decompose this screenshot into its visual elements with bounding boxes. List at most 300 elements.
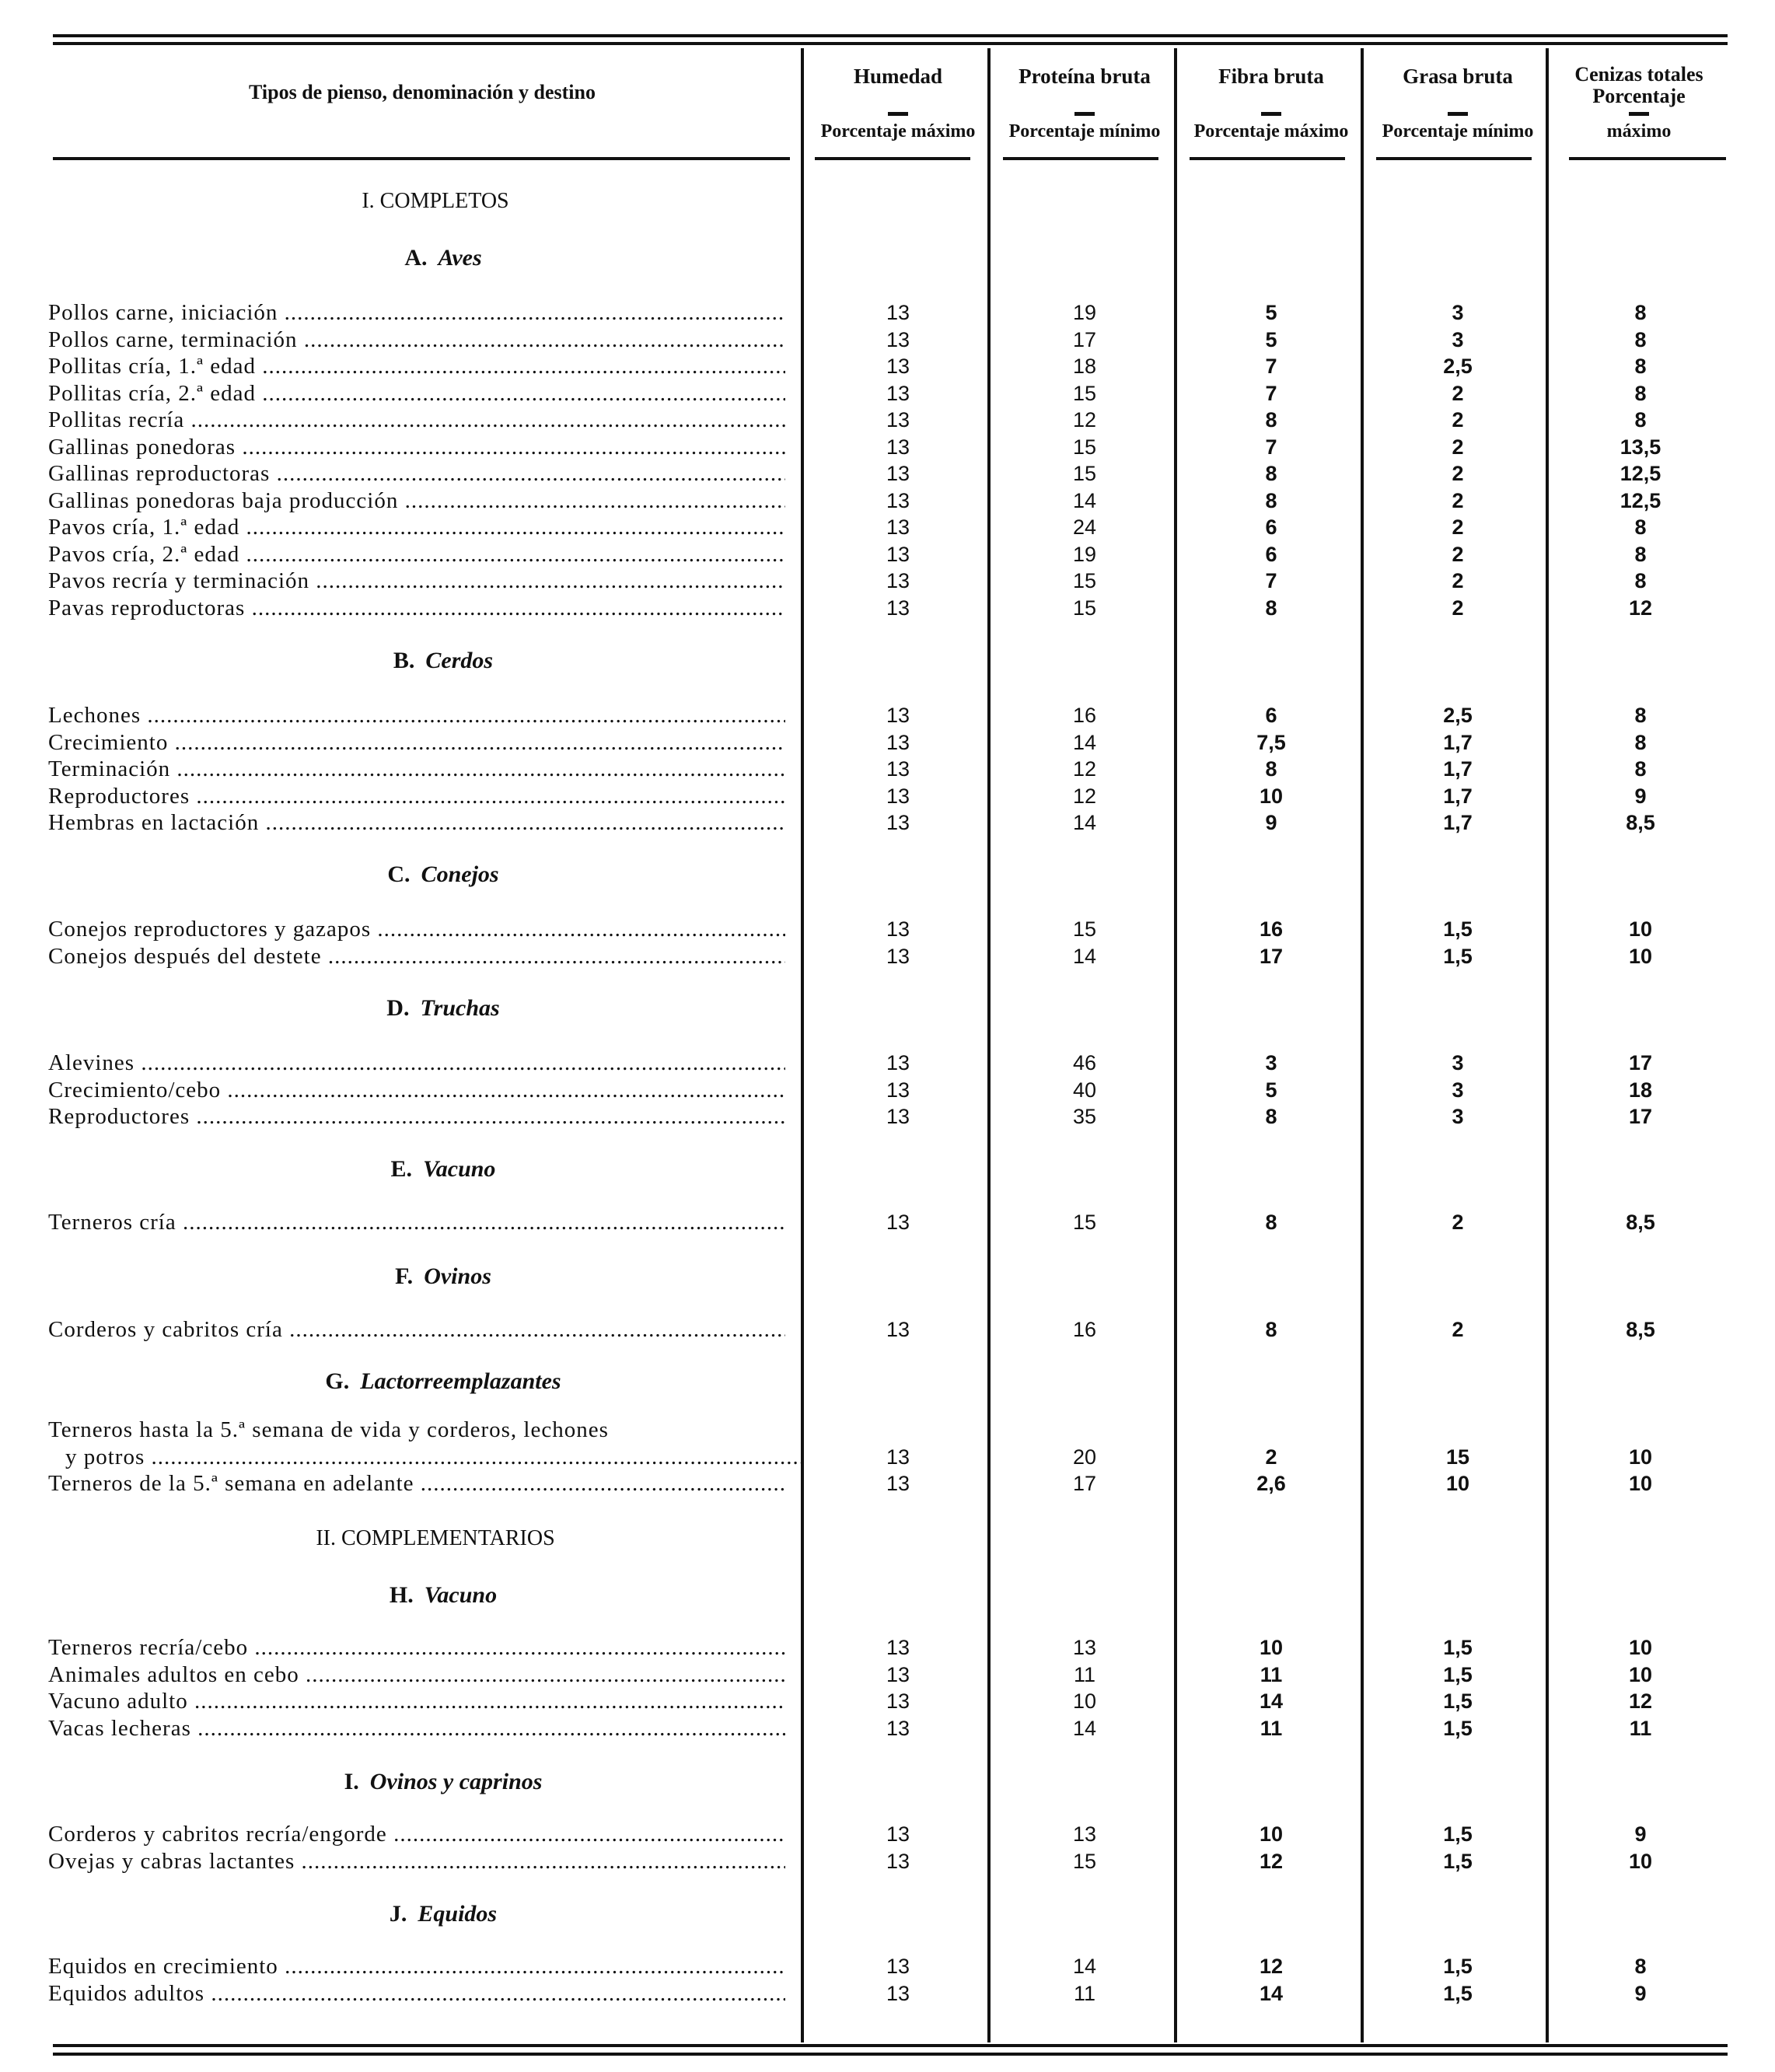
- row-label: Crecimiento/cebo .....: [48, 1077, 785, 1103]
- row-label: Terneros de la 5.ª semana en adelante .....: [48, 1470, 785, 1497]
- row-label: Crecimiento .....: [48, 729, 785, 756]
- value-cell: 2: [1452, 462, 1464, 485]
- value-cell: 13: [886, 944, 910, 968]
- row-label: Alevines .....: [48, 1050, 785, 1076]
- column-subtitle: Porcentaje máximo: [820, 121, 976, 142]
- header-dash: [1074, 112, 1095, 116]
- value-cell: 11: [1260, 1716, 1283, 1740]
- row-label: Pollitas cría, 1.ª edad .....: [48, 353, 785, 379]
- row-label: Equidos en crecimiento .....: [48, 1953, 785, 1979]
- row-label: Conejos después del destete .....: [48, 943, 785, 970]
- value-cell: 1,5: [1443, 1955, 1473, 1978]
- value-cell: 14: [1072, 1955, 1097, 1978]
- value-cell: 1,5: [1443, 1636, 1473, 1659]
- column-subtitle: Porcentaje mínimo: [1382, 121, 1534, 142]
- value-cell: 14: [1259, 1689, 1284, 1713]
- row-label: Ovejas y cabras lactantes .....: [48, 1848, 785, 1875]
- section-heading: [225, 995, 661, 1022]
- table-row: [0, 1634, 1775, 1661]
- table-row: [0, 595, 1775, 621]
- table-row: [0, 434, 1775, 460]
- table-row: [0, 541, 1775, 568]
- value-cell: 12,5: [1620, 488, 1661, 512]
- section-name: Vacuno: [424, 1582, 498, 1608]
- top-rule: [53, 42, 1728, 45]
- value-cell: 1,7: [1443, 730, 1473, 754]
- section-heading: [225, 1769, 661, 1795]
- value-cell: 13: [886, 515, 910, 539]
- value-cell: 2: [1452, 515, 1464, 539]
- value-cell: 8: [1265, 596, 1277, 620]
- row-label-header: Tipos de pienso, denominación y destino: [249, 81, 596, 103]
- row-label: Pollitas recría .....: [48, 407, 785, 433]
- table-row: [0, 1848, 1775, 1875]
- value-cell: 8: [1265, 488, 1277, 512]
- value-cell: 1,5: [1443, 1981, 1473, 2005]
- value-cell: 3: [1452, 1105, 1464, 1128]
- row-label: Pavos cría, 1.ª edad .....: [48, 514, 785, 540]
- header-underline: [1190, 157, 1345, 160]
- value-cell: 7,5: [1256, 730, 1286, 754]
- table-row: [0, 783, 1775, 809]
- value-cell: 13,5: [1620, 435, 1661, 459]
- section-letter: I.: [344, 1769, 359, 1794]
- table-row: [0, 460, 1775, 487]
- value-cell: 8: [1265, 1211, 1277, 1234]
- value-cell: 8: [1634, 327, 1647, 351]
- value-cell: 11: [1073, 1662, 1096, 1686]
- value-cell: 2: [1452, 1318, 1464, 1341]
- value-cell: 13: [886, 301, 910, 324]
- value-cell: 11: [1629, 1716, 1652, 1740]
- section-letter: J.: [389, 1901, 407, 1927]
- table-row: [0, 327, 1775, 353]
- table-row: [0, 1050, 1775, 1076]
- section-heading: [225, 1582, 661, 1609]
- top-rule: [53, 34, 1728, 37]
- table-row: [0, 1715, 1775, 1742]
- value-cell: 8: [1634, 301, 1647, 324]
- value-cell: 8: [1634, 704, 1647, 727]
- row-label: Pollitas cría, 2.ª edad .....: [48, 380, 785, 407]
- section-heading: [225, 245, 661, 271]
- value-cell: 1,7: [1443, 757, 1473, 781]
- row-label: Vacuno adulto .....: [48, 1688, 785, 1714]
- value-cell: 2: [1265, 1445, 1277, 1469]
- section-letter: F.: [395, 1263, 414, 1289]
- column-header-proteina: [995, 64, 1174, 142]
- value-cell: 13: [886, 488, 910, 512]
- header-dash: [1629, 112, 1649, 116]
- value-cell: 1,5: [1443, 1822, 1473, 1846]
- section-name: Aves: [438, 245, 482, 271]
- table-row: [0, 1661, 1775, 1688]
- value-cell: 6: [1265, 515, 1277, 539]
- value-cell: 18: [1072, 355, 1097, 378]
- value-cell: 13: [886, 1955, 910, 1978]
- value-cell: 13: [886, 917, 910, 941]
- value-cell: 2: [1452, 596, 1464, 620]
- value-cell: 18: [1628, 1078, 1653, 1102]
- value-cell: 11: [1073, 1981, 1096, 2005]
- table-row: [0, 1953, 1775, 1979]
- value-cell: 7: [1265, 355, 1277, 378]
- table-row: [0, 299, 1775, 326]
- value-cell: 13: [886, 1051, 910, 1074]
- value-cell: 5: [1265, 1078, 1277, 1102]
- table-row: [0, 568, 1775, 594]
- value-cell: 8: [1265, 1105, 1277, 1128]
- value-cell: 8: [1634, 730, 1647, 754]
- value-cell: 10: [1072, 1689, 1097, 1713]
- value-cell: 8: [1265, 757, 1277, 781]
- part-heading: II. COMPLEMENTARIOS: [316, 1526, 555, 1550]
- value-cell: 2,6: [1256, 1472, 1286, 1495]
- row-label: Reproductores .....: [48, 1103, 785, 1130]
- table-row: [0, 1444, 1775, 1470]
- header-underline: [815, 157, 970, 160]
- header-underline: [1003, 157, 1158, 160]
- value-cell: 2: [1452, 569, 1464, 592]
- value-cell: 15: [1072, 1211, 1097, 1234]
- section-heading: [225, 648, 661, 674]
- value-cell: 13: [886, 435, 910, 459]
- table-row: [0, 514, 1775, 540]
- value-cell: 1,5: [1443, 1849, 1473, 1873]
- section-heading: [225, 861, 661, 888]
- value-cell: 8,5: [1626, 811, 1655, 834]
- value-cell: 10: [1628, 917, 1653, 941]
- column-title: Humedad: [853, 65, 943, 88]
- value-cell: 15: [1072, 435, 1097, 459]
- value-cell: 12: [1072, 757, 1097, 781]
- value-cell: 8: [1634, 355, 1647, 378]
- value-cell: 13: [886, 408, 910, 432]
- value-cell: 6: [1265, 704, 1277, 727]
- value-cell: 17: [1072, 327, 1097, 351]
- value-cell: 8: [1634, 1955, 1647, 1978]
- section-heading: [225, 1901, 661, 1927]
- table-row: [0, 943, 1775, 970]
- row-label: Pollos carne, iniciación .....: [48, 299, 785, 326]
- value-cell: 2: [1452, 435, 1464, 459]
- value-cell: 9: [1265, 811, 1277, 834]
- section-name: Ovinos: [424, 1263, 491, 1289]
- section-letter: D.: [386, 995, 410, 1021]
- value-cell: 17: [1628, 1105, 1653, 1128]
- value-cell: 8,5: [1626, 1318, 1655, 1341]
- value-cell: 12: [1628, 1689, 1653, 1713]
- header-underline: [1569, 157, 1726, 160]
- table-row: [0, 916, 1775, 942]
- value-cell: 8: [1265, 462, 1277, 485]
- column-header-cenizas: [1550, 64, 1728, 142]
- value-cell: 46: [1072, 1051, 1097, 1074]
- value-cell: 10: [1628, 1445, 1653, 1469]
- value-cell: 1,7: [1443, 811, 1473, 834]
- value-cell: 13: [886, 1318, 910, 1341]
- row-label: Equidos adultos .....: [48, 1980, 785, 2007]
- value-cell: 2: [1452, 542, 1464, 566]
- section-heading: [225, 1156, 661, 1183]
- value-cell: 5: [1265, 301, 1277, 324]
- value-cell: 13: [886, 1636, 910, 1659]
- value-cell: 13: [886, 596, 910, 620]
- table-row: [0, 1077, 1775, 1103]
- value-cell: 13: [886, 569, 910, 592]
- column-header-humedad: [809, 64, 987, 142]
- value-cell: 13: [886, 757, 910, 781]
- table-row: [0, 487, 1775, 514]
- value-cell: 19: [1072, 542, 1097, 566]
- value-cell: 15: [1072, 1849, 1097, 1873]
- value-cell: 12: [1259, 1955, 1284, 1978]
- value-cell: 14: [1072, 1716, 1097, 1740]
- value-cell: 13: [886, 1689, 910, 1713]
- row-label: Corderos y cabritos cría .....: [48, 1316, 785, 1343]
- value-cell: 13: [886, 1105, 910, 1128]
- value-cell: 15: [1072, 462, 1097, 485]
- value-cell: 13: [886, 1078, 910, 1102]
- value-cell: 1,5: [1443, 944, 1473, 968]
- section-letter: G.: [325, 1368, 350, 1394]
- value-cell: 13: [886, 1849, 910, 1873]
- value-cell: 7: [1265, 381, 1277, 405]
- value-cell: 13: [886, 730, 910, 754]
- table-row: [0, 1821, 1775, 1847]
- value-cell: 1,7: [1443, 784, 1473, 808]
- value-cell: 13: [1072, 1822, 1097, 1846]
- table-row: [0, 1316, 1775, 1343]
- value-cell: 14: [1072, 944, 1097, 968]
- value-cell: 10: [1445, 1472, 1470, 1495]
- value-cell: 2,5: [1443, 355, 1473, 378]
- value-cell: 17: [1259, 944, 1284, 968]
- bottom-rule: [53, 2053, 1728, 2056]
- value-cell: 8: [1265, 1318, 1277, 1341]
- value-cell: 40: [1072, 1078, 1097, 1102]
- section-name: Lactorreemplazantes: [360, 1368, 561, 1394]
- value-cell: 16: [1259, 917, 1284, 941]
- section-letter: A.: [404, 245, 428, 271]
- column-title: Grasa bruta: [1403, 65, 1513, 88]
- table-row: [0, 729, 1775, 756]
- value-cell: 3: [1452, 1078, 1464, 1102]
- row-label: Gallinas ponedoras .....: [48, 434, 785, 460]
- row-label: Vacas lecheras .....: [48, 1715, 785, 1742]
- value-cell: 13: [886, 1662, 910, 1686]
- row-label: Animales adultos en cebo .....: [48, 1661, 785, 1688]
- bottom-rule: [53, 2044, 1728, 2047]
- value-cell: 13: [886, 355, 910, 378]
- value-cell: 7: [1265, 435, 1277, 459]
- section-heading: [225, 1263, 661, 1290]
- value-cell: 13: [886, 1472, 910, 1495]
- section-name: Truchas: [420, 995, 500, 1021]
- value-cell: 10: [1259, 784, 1284, 808]
- value-cell: 8: [1634, 542, 1647, 566]
- row-label: Corderos y cabritos recría/engorde .....: [48, 1821, 785, 1847]
- value-cell: 8: [1634, 569, 1647, 592]
- value-cell: 12: [1628, 596, 1653, 620]
- section-letter: H.: [389, 1582, 414, 1608]
- value-cell: 1,5: [1443, 1689, 1473, 1713]
- section-letter: B.: [393, 648, 415, 673]
- value-cell: 3: [1452, 1051, 1464, 1074]
- value-cell: 15: [1072, 596, 1097, 620]
- column-title: Fibra bruta: [1218, 65, 1324, 88]
- row-label: Reproductores .....: [48, 783, 785, 809]
- value-cell: 10: [1628, 1662, 1653, 1686]
- value-cell: 12: [1072, 784, 1097, 808]
- value-cell: 2: [1452, 408, 1464, 432]
- value-cell: 16: [1072, 1318, 1097, 1341]
- value-cell: 16: [1072, 704, 1097, 727]
- table-row: [0, 756, 1775, 782]
- value-cell: 13: [886, 811, 910, 834]
- value-cell: 2: [1452, 381, 1464, 405]
- value-cell: 13: [886, 381, 910, 405]
- table-row: [0, 1688, 1775, 1714]
- table-row: [0, 809, 1775, 836]
- value-cell: 8: [1634, 408, 1647, 432]
- column-subtitle: máximo: [1606, 121, 1672, 142]
- table-row: [0, 407, 1775, 433]
- value-cell: 2: [1452, 1211, 1464, 1234]
- value-cell: 3: [1452, 301, 1464, 324]
- value-cell: 19: [1072, 301, 1097, 324]
- value-cell: 10: [1259, 1822, 1284, 1846]
- value-cell: 13: [886, 1445, 910, 1469]
- value-cell: 12,5: [1620, 462, 1661, 485]
- value-cell: 14: [1072, 811, 1097, 834]
- section-letter: E.: [390, 1156, 413, 1182]
- section-name: Ovinos y caprinos: [369, 1769, 543, 1794]
- row-label: Gallinas ponedoras baja producción .....: [48, 487, 785, 514]
- row-label: Terneros cría .....: [48, 1209, 785, 1235]
- value-cell: 6: [1265, 542, 1277, 566]
- table-row: [0, 1470, 1775, 1497]
- value-cell: 8: [1634, 515, 1647, 539]
- row-label: Lechones .....: [48, 702, 785, 729]
- value-cell: 13: [886, 1822, 910, 1846]
- table-row: [0, 1209, 1775, 1235]
- value-cell: 2: [1452, 488, 1464, 512]
- table-row: [0, 1103, 1775, 1130]
- header-dash: [1261, 112, 1281, 116]
- header-underline: [53, 157, 790, 160]
- value-cell: 17: [1072, 1472, 1097, 1495]
- value-cell: 9: [1634, 1822, 1647, 1846]
- value-cell: 13: [886, 327, 910, 351]
- section-name: Vacuno: [423, 1156, 496, 1182]
- table-row: [0, 1417, 1775, 1443]
- value-cell: 13: [886, 462, 910, 485]
- value-cell: 13: [886, 1981, 910, 2005]
- value-cell: 13: [886, 1716, 910, 1740]
- row-label: Pollos carne, terminación .....: [48, 327, 785, 353]
- value-cell: 2,5: [1443, 704, 1473, 727]
- row-label: Terneros hasta la 5.ª semana de vida y corderos, lechones: [48, 1417, 609, 1442]
- header-dash: [888, 112, 908, 116]
- value-cell: 15: [1072, 381, 1097, 405]
- value-cell: 17: [1628, 1051, 1653, 1074]
- section-name: Cerdos: [425, 648, 494, 673]
- column-subtitle: Porcentaje mínimo: [1008, 121, 1161, 142]
- value-cell: 10: [1628, 1849, 1653, 1873]
- value-cell: 14: [1072, 488, 1097, 512]
- value-cell: 14: [1259, 1981, 1284, 2005]
- value-cell: 8: [1634, 381, 1647, 405]
- value-cell: 1,5: [1443, 917, 1473, 941]
- column-title: Proteína bruta: [1019, 65, 1151, 88]
- header-dash: [1448, 112, 1468, 116]
- value-cell: 10: [1628, 944, 1653, 968]
- table-row: [0, 353, 1775, 379]
- value-cell: 13: [886, 542, 910, 566]
- value-cell: 1,5: [1443, 1662, 1473, 1686]
- value-cell: 9: [1634, 784, 1647, 808]
- value-cell: 8,5: [1626, 1211, 1655, 1234]
- value-cell: 15: [1445, 1445, 1470, 1469]
- value-cell: 5: [1265, 327, 1277, 351]
- value-cell: 10: [1628, 1472, 1653, 1495]
- row-label: Pavas reproductoras .....: [48, 595, 785, 621]
- section-name: Conejos: [421, 861, 499, 887]
- column-header-grasa: [1368, 64, 1547, 142]
- value-cell: 12: [1072, 408, 1097, 432]
- value-cell: 10: [1259, 1636, 1284, 1659]
- section-heading: [225, 1368, 661, 1395]
- value-cell: 13: [886, 784, 910, 808]
- value-cell: 15: [1072, 569, 1097, 592]
- row-label: Gallinas reproductoras .....: [48, 460, 785, 487]
- value-cell: 3: [1452, 327, 1464, 351]
- value-cell: 15: [1072, 917, 1097, 941]
- value-cell: 24: [1072, 515, 1097, 539]
- value-cell: 11: [1260, 1662, 1283, 1686]
- row-label: Pavos cría, 2.ª edad .....: [48, 541, 785, 568]
- value-cell: 13: [886, 1211, 910, 1234]
- value-cell: 14: [1072, 730, 1097, 754]
- value-cell: 9: [1634, 1981, 1647, 2005]
- value-cell: 1,5: [1443, 1716, 1473, 1740]
- value-cell: 7: [1265, 569, 1277, 592]
- table-row: [0, 702, 1775, 729]
- value-cell: 10: [1628, 1636, 1653, 1659]
- value-cell: 20: [1072, 1445, 1097, 1469]
- value-cell: 13: [886, 704, 910, 727]
- section-letter: C.: [387, 861, 411, 887]
- table-row: [0, 1980, 1775, 2007]
- row-label: Terneros recría/cebo .....: [48, 1634, 785, 1661]
- row-label: Conejos reproductores y gazapos .....: [48, 916, 785, 942]
- header-underline: [1376, 157, 1532, 160]
- column-title: Cenizas totales Porcentaje: [1574, 63, 1703, 107]
- row-label: y potros .....: [65, 1444, 802, 1470]
- column-subtitle: Porcentaje máximo: [1193, 121, 1349, 142]
- row-label: Terminación .....: [48, 756, 785, 782]
- row-label: Pavos recría y terminación .....: [48, 568, 785, 594]
- value-cell: 8: [1634, 757, 1647, 781]
- table-row: [0, 380, 1775, 407]
- value-cell: 3: [1265, 1051, 1277, 1074]
- section-name: Equidos: [418, 1901, 498, 1927]
- column-header-fibra: [1182, 64, 1361, 142]
- part-heading: I. COMPLETOS: [362, 189, 509, 213]
- value-cell: 12: [1259, 1849, 1284, 1873]
- value-cell: 35: [1072, 1105, 1097, 1128]
